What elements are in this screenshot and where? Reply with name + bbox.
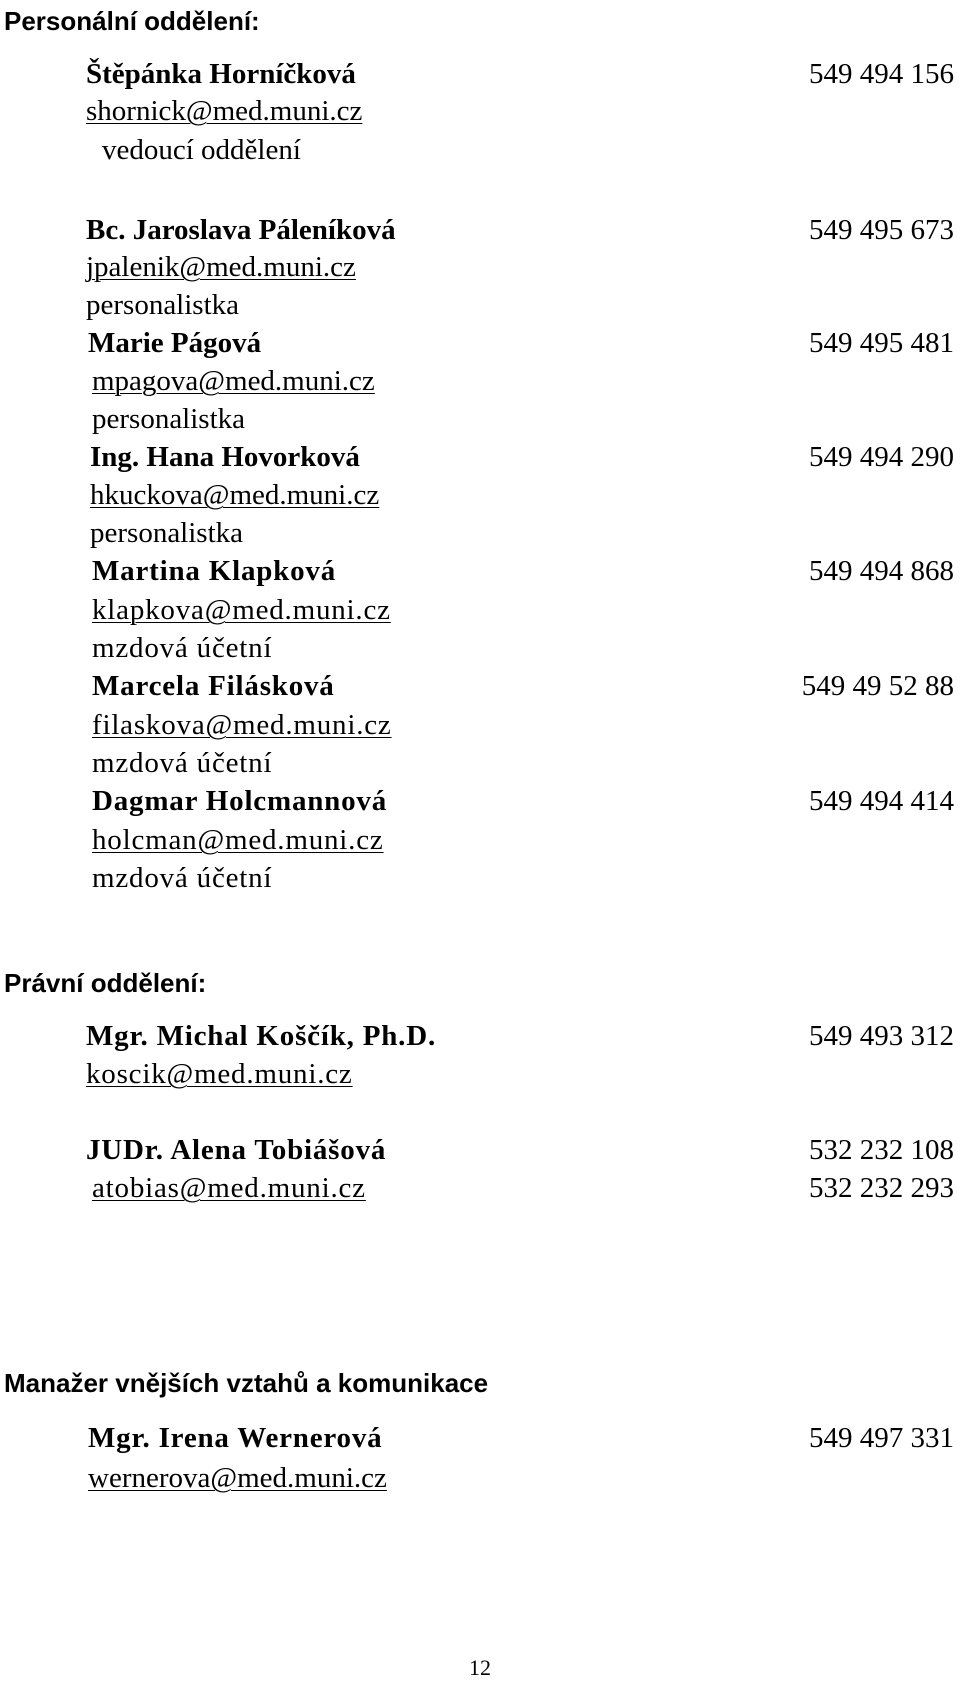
contact-phone: 549 494 156 bbox=[809, 58, 954, 90]
contact-role: vedoucí oddělení bbox=[102, 134, 301, 166]
contact-email-link[interactable]: holcman@med.muni.cz bbox=[92, 824, 384, 856]
page-number: 12 bbox=[469, 1655, 491, 1680]
contact-phone: 549 494 290 bbox=[809, 441, 954, 473]
contact-role: personalistka bbox=[90, 517, 244, 549]
section-heading-personal: Personální oddělení: bbox=[4, 6, 260, 36]
contact-email-link[interactable]: koscik@med.muni.cz bbox=[86, 1058, 353, 1090]
contact-name: Mgr. Irena Wernerová bbox=[88, 1422, 383, 1454]
contact-name: Dagmar Holcmannová bbox=[92, 785, 387, 817]
contact-name: Bc. Jaroslava Páleníková bbox=[86, 214, 396, 246]
contact-name: Marie Págová bbox=[88, 327, 262, 359]
contact-role: mzdová účetní bbox=[92, 862, 273, 894]
contact-email-link[interactable]: atobias@med.muni.cz bbox=[92, 1172, 366, 1204]
contact-name: JUDr. Alena Tobiášová bbox=[86, 1134, 387, 1166]
contact-phone: 549 493 312 bbox=[809, 1020, 954, 1052]
contact-email-link[interactable]: hkuckova@med.muni.cz bbox=[90, 479, 380, 511]
section-heading-communication: Manažer vnějších vztahů a komunikace bbox=[4, 1368, 489, 1398]
contact-phone: 549 495 673 bbox=[809, 214, 954, 246]
contact-role: mzdová účetní bbox=[92, 747, 273, 779]
contact-phone: 549 494 414 bbox=[809, 785, 954, 817]
contact-phone-secondary: 532 232 293 bbox=[809, 1172, 954, 1204]
contact-email-link[interactable]: mpagova@med.muni.cz bbox=[92, 365, 375, 397]
contact-phone: 532 232 108 bbox=[809, 1134, 954, 1166]
section-heading-legal: Právní oddělení: bbox=[4, 968, 207, 998]
contact-role: personalistka bbox=[92, 403, 246, 435]
contact-name: Mgr. Michal Koščík, Ph.D. bbox=[86, 1020, 437, 1052]
contact-name: Ing. Hana Hovorková bbox=[90, 441, 360, 473]
contact-email-link[interactable]: shornick@med.muni.cz bbox=[86, 95, 363, 127]
contact-role: personalistka bbox=[86, 289, 240, 321]
contact-phone: 549 495 481 bbox=[809, 327, 954, 359]
contact-name: Martina Klapková bbox=[92, 555, 337, 587]
contact-email-link[interactable]: jpalenik@med.muni.cz bbox=[86, 251, 356, 283]
contact-role: mzdová účetní bbox=[92, 632, 273, 664]
contact-email-link[interactable]: klapkova@med.muni.cz bbox=[92, 594, 391, 626]
contact-phone: 549 49 52 88 bbox=[801, 670, 954, 702]
contact-name: Marcela Filásková bbox=[92, 670, 335, 702]
contact-email-link[interactable]: wernerova@med.muni.cz bbox=[88, 1462, 387, 1494]
contact-name: Štěpánka Horníčková bbox=[86, 58, 356, 90]
contact-phone: 549 497 331 bbox=[809, 1422, 954, 1454]
contact-email-link[interactable]: filaskova@med.muni.cz bbox=[92, 709, 392, 741]
contact-phone: 549 494 868 bbox=[809, 555, 954, 587]
